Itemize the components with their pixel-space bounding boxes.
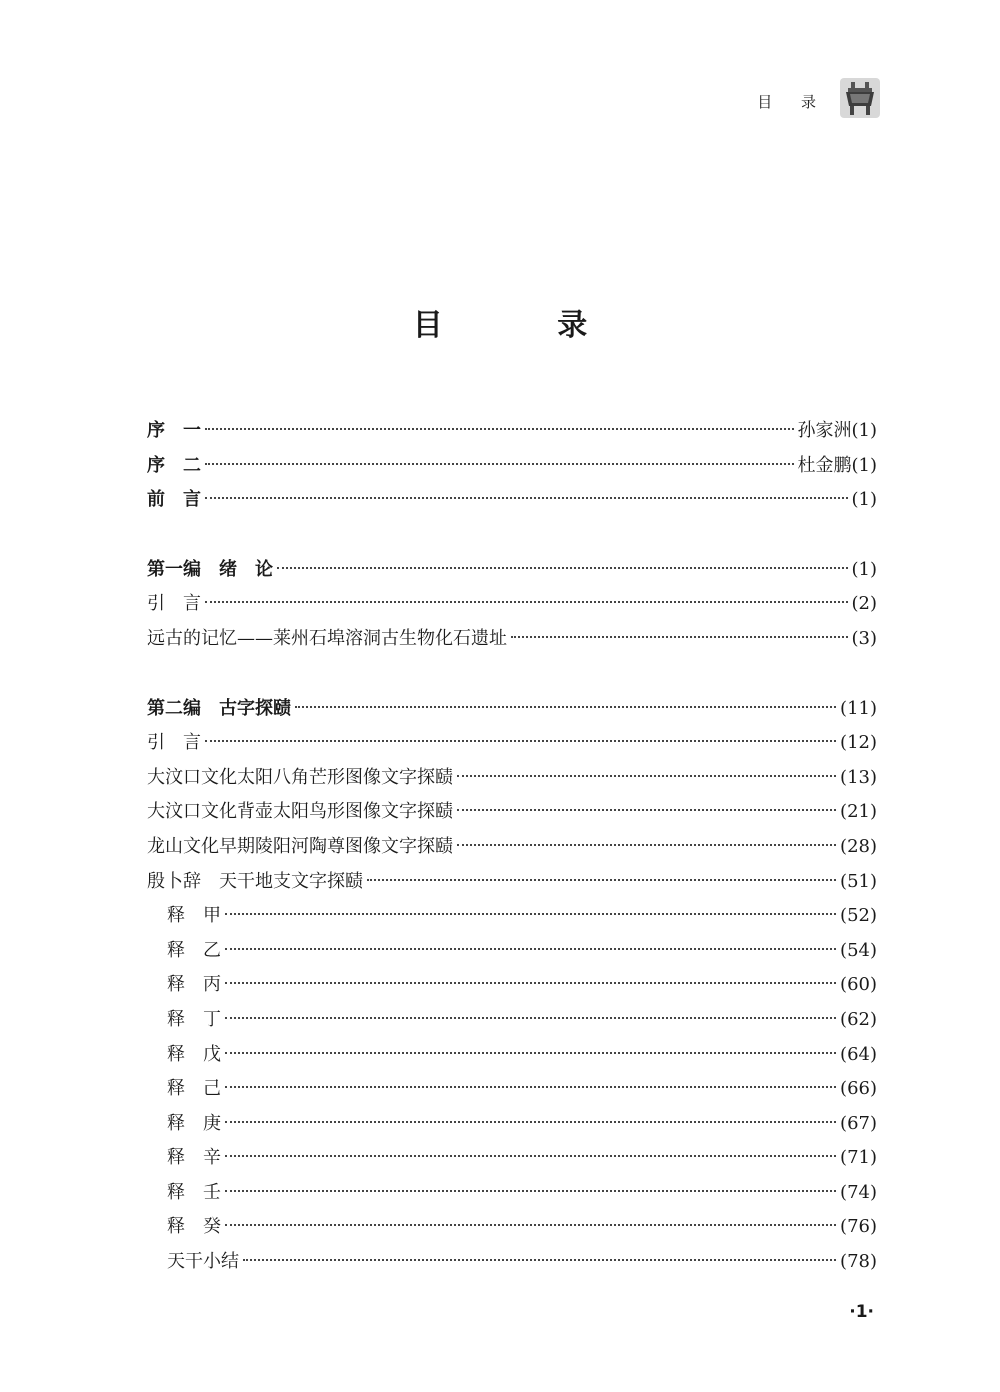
- toc-entry[interactable]: [147, 968, 877, 1003]
- toc-entry[interactable]: [147, 1038, 877, 1073]
- toc-entry-title: 前 言: [147, 489, 201, 511]
- toc-entry-page: (52): [840, 905, 877, 927]
- toc-entry-page: (13): [840, 766, 877, 788]
- toc-entry-title: 释 丙: [167, 974, 221, 996]
- dot-leader: [205, 740, 836, 742]
- dot-leader: [205, 497, 848, 499]
- dot-leader: [367, 879, 836, 881]
- toc-entry-page: (12): [840, 732, 877, 754]
- dot-leader: [225, 913, 836, 915]
- dot-leader: [225, 948, 836, 950]
- toc-entry-author: 孙家洲: [797, 420, 852, 441]
- toc-entry-title: 大汶口文化背壶太阳鸟形图像文字探赜: [147, 801, 453, 823]
- toc-entry-title: 释 戊: [167, 1043, 221, 1065]
- toc-entry-title: 引 言: [147, 593, 201, 615]
- toc-entry-title: 第一编 绪 论: [147, 558, 273, 580]
- dot-leader: [277, 567, 848, 569]
- toc-entry-page: (66): [840, 1078, 877, 1100]
- dot-leader: [225, 982, 836, 984]
- toc-entry[interactable]: [147, 414, 877, 449]
- toc-entry-page: (78): [840, 1251, 877, 1273]
- dot-leader: [457, 775, 836, 777]
- toc-entry[interactable]: [147, 726, 877, 761]
- toc-entry[interactable]: [147, 934, 877, 969]
- toc-entry-title: 释 癸: [167, 1216, 221, 1238]
- dot-leader: [225, 1155, 836, 1157]
- toc-entry-page: (21): [840, 801, 877, 823]
- toc-entry-title: 释 辛: [167, 1147, 221, 1169]
- toc-entry-page: (71): [840, 1147, 877, 1169]
- toc-entry[interactable]: [147, 865, 877, 900]
- toc-entry-page: (1): [851, 489, 877, 511]
- dot-leader: [205, 601, 848, 603]
- table-of-contents: [147, 414, 877, 1280]
- dot-leader: [243, 1259, 836, 1261]
- toc-entry[interactable]: [147, 1072, 877, 1107]
- toc-entry[interactable]: [147, 1210, 877, 1245]
- toc-entry[interactable]: [147, 1245, 877, 1280]
- dot-leader: [295, 706, 836, 708]
- dot-leader: [457, 844, 836, 846]
- dot-leader: [225, 1224, 836, 1226]
- toc-entry[interactable]: [147, 899, 877, 934]
- toc-entry[interactable]: [147, 449, 877, 484]
- toc-entry-title: 释 丁: [167, 1008, 221, 1030]
- page-title: 目 录: [412, 308, 640, 343]
- toc-entry-page: (51): [840, 870, 877, 892]
- running-header: [757, 76, 882, 120]
- dot-leader: [205, 463, 794, 465]
- toc-entry[interactable]: [147, 622, 877, 657]
- toc-entry-page: (54): [840, 939, 877, 961]
- toc-entry-title: 序 一: [147, 420, 201, 441]
- toc-entry-page: (74): [840, 1181, 877, 1203]
- toc-entry-page: (28): [840, 835, 877, 857]
- toc-entry-title: 第二编 古字探赜: [147, 697, 291, 719]
- toc-entry[interactable]: [147, 761, 877, 796]
- toc-entry[interactable]: [147, 830, 877, 865]
- toc-entry-title: 龙山文化早期陵阳河陶尊图像文字探赜: [147, 835, 453, 857]
- toc-entry-page: (2): [851, 593, 877, 615]
- toc-entry[interactable]: [147, 1176, 877, 1211]
- toc-entry-title: 大汶口文化太阳八角芒形图像文字探赜: [147, 766, 453, 788]
- toc-entry[interactable]: [147, 1107, 877, 1142]
- dot-leader: [225, 1086, 836, 1088]
- toc-entry[interactable]: [147, 1003, 877, 1038]
- dot-leader: [225, 1052, 836, 1054]
- toc-entry-title: 序 二: [147, 454, 201, 476]
- running-title: 目 录: [757, 92, 828, 111]
- toc-entry-title: 引 言: [147, 732, 201, 754]
- toc-entry[interactable]: [147, 1141, 877, 1176]
- toc-entry-page: (11): [840, 697, 877, 719]
- toc-entry-page: (60): [840, 974, 877, 996]
- toc-entry-title: 远古的记忆——莱州石埠溶洞古生物化石遗址: [147, 627, 507, 649]
- toc-entry-page: (76): [840, 1216, 877, 1238]
- toc-entry-page: (3): [851, 627, 877, 649]
- toc-entry-title: 释 甲: [167, 905, 221, 927]
- toc-entry-page: (62): [840, 1008, 877, 1030]
- toc-entry-title: 释 壬: [167, 1181, 221, 1203]
- toc-entry-title: 释 庚: [167, 1112, 221, 1134]
- dot-leader: [205, 428, 794, 430]
- toc-entry[interactable]: [147, 587, 877, 622]
- toc-entry-title: 释 己: [167, 1078, 221, 1100]
- toc-entry-title: 殷卜辞 天干地支文字探赜: [147, 870, 363, 892]
- dot-leader: [225, 1190, 836, 1192]
- toc-entry-author: 杜金鹏: [797, 454, 852, 476]
- toc-entry-page: (64): [840, 1043, 877, 1065]
- toc-entry[interactable]: [147, 692, 877, 727]
- dot-leader: [225, 1017, 836, 1019]
- toc-entry-page: (67): [840, 1112, 877, 1134]
- toc-entry-title: 释 乙: [167, 939, 221, 961]
- toc-entry-title: 天干小结: [167, 1251, 239, 1273]
- dot-leader: [511, 636, 848, 638]
- toc-entry[interactable]: [147, 795, 877, 830]
- toc-entry[interactable]: [147, 553, 877, 588]
- toc-entry-page: (1): [851, 558, 877, 580]
- dot-leader: [225, 1121, 836, 1123]
- toc-entry-page: (1): [851, 454, 877, 476]
- page-number: ·1·: [849, 1302, 874, 1322]
- bronze-tripod-icon: [838, 76, 882, 120]
- dot-leader: [457, 809, 836, 811]
- toc-entry[interactable]: [147, 483, 877, 518]
- toc-entry-page: (1): [851, 420, 877, 441]
